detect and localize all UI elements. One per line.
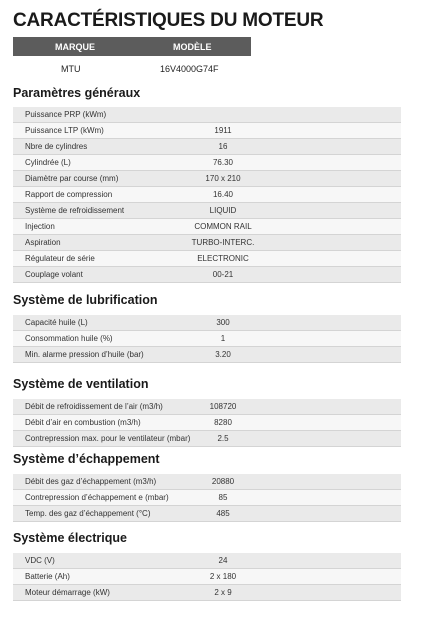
table-row <box>13 569 401 585</box>
row-label: Diamètre par course (mm) <box>25 174 119 183</box>
table-row <box>13 315 401 331</box>
section-title-lubrication: Système de lubrification <box>13 293 158 307</box>
section-title-general: Paramètres généraux <box>13 86 141 100</box>
table-row <box>13 490 401 506</box>
table-row <box>13 203 401 219</box>
table-row <box>13 107 401 123</box>
table-row <box>13 431 401 447</box>
row-label: Puissance LTP (kWm) <box>25 126 104 135</box>
row-value: COMMON RAIL <box>194 222 252 231</box>
section-title-ventilation: Système de ventilation <box>13 377 149 391</box>
table-row <box>13 331 401 347</box>
row-value: 85 <box>218 493 228 502</box>
row-value: 2 x 9 <box>214 588 232 597</box>
spec-table-ventilation <box>13 399 401 447</box>
table-row <box>13 139 401 155</box>
row-value: 2 x 180 <box>209 572 237 581</box>
row-label: Couplage volant <box>25 270 83 279</box>
row-value: 1 <box>220 334 226 343</box>
row-label: Débit d’air en combustion (m3/h) <box>25 418 141 427</box>
row-label: Consommation huile (%) <box>25 334 113 343</box>
brand-header-modele: MODÈLE <box>173 42 212 52</box>
row-label: Débit des gaz d’échappement (m3/h) <box>25 477 157 486</box>
table-row <box>13 251 401 267</box>
table-row <box>13 553 401 569</box>
row-value: 16.40 <box>212 190 234 199</box>
row-label: Aspiration <box>25 238 61 247</box>
brand-value-modele: 16V4000G74F <box>160 64 219 74</box>
table-row <box>13 585 401 601</box>
table-row <box>13 347 401 363</box>
row-label: Min. alarme pression d’huile (bar) <box>25 350 144 359</box>
row-value: ELECTRONIC <box>197 254 249 263</box>
row-value: 300 <box>216 318 230 327</box>
row-label: Capacité huile (L) <box>25 318 88 327</box>
table-row <box>13 171 401 187</box>
row-label: Régulateur de série <box>25 254 95 263</box>
row-value: 2.5 <box>217 434 229 443</box>
row-value: 170 x 210 <box>205 174 241 183</box>
table-row <box>13 123 401 139</box>
table-row <box>13 267 401 283</box>
row-label: Batterie (Ah) <box>25 572 70 581</box>
row-label: Injection <box>25 222 55 231</box>
row-label: Temp. des gaz d’échappement (°C) <box>25 509 151 518</box>
page-title: CARACTÉRISTIQUES DU MOTEUR <box>13 10 324 31</box>
table-row <box>13 219 401 235</box>
table-row <box>13 399 401 415</box>
spec-table-electrical <box>13 553 401 601</box>
row-label: Débit de refroidissement de l’air (m3/h) <box>25 402 163 411</box>
row-label: VDC (V) <box>25 556 55 565</box>
row-label: Puissance PRP (kWm) <box>25 110 107 119</box>
row-value: 108720 <box>209 402 237 411</box>
row-label: Contrepression max. pour le ventilateur (mbar) <box>25 434 191 443</box>
brand-value-marque: MTU <box>61 64 81 74</box>
row-value: 16 <box>218 142 228 151</box>
section-title-exhaust: Système d’échappement <box>13 452 160 466</box>
row-label: Contrepression d’échappement e (mbar) <box>25 493 169 502</box>
row-value: TURBO-INTERC. <box>191 238 255 247</box>
row-value: LIQUID <box>209 206 237 215</box>
row-label: Moteur démarrage (kW) <box>25 588 110 597</box>
row-value: 1911 <box>214 126 232 135</box>
row-label: Rapport de compression <box>25 190 113 199</box>
table-row <box>13 187 401 203</box>
row-label: Cylindrée (L) <box>25 158 71 167</box>
table-row <box>13 474 401 490</box>
row-value: 8280 <box>214 418 232 427</box>
row-label: Nbre de cylindres <box>25 142 88 151</box>
spec-table-lubrication <box>13 315 401 363</box>
table-row <box>13 506 401 522</box>
row-value: 3.20 <box>215 350 231 359</box>
spec-table-exhaust <box>13 474 401 522</box>
table-row <box>13 155 401 171</box>
row-value: 24 <box>218 556 228 565</box>
row-label: Système de refroidissement <box>25 206 125 215</box>
spec-table-general <box>13 107 401 283</box>
table-row <box>13 235 401 251</box>
table-row <box>13 415 401 431</box>
row-value: 00-21 <box>212 270 234 279</box>
row-value: 76.30 <box>212 158 234 167</box>
brand-table-header <box>13 37 251 56</box>
section-title-electrical: Système électrique <box>13 531 127 545</box>
brand-header-marque: MARQUE <box>55 42 95 52</box>
row-value: 20880 <box>211 477 235 486</box>
row-value: 485 <box>216 509 230 518</box>
